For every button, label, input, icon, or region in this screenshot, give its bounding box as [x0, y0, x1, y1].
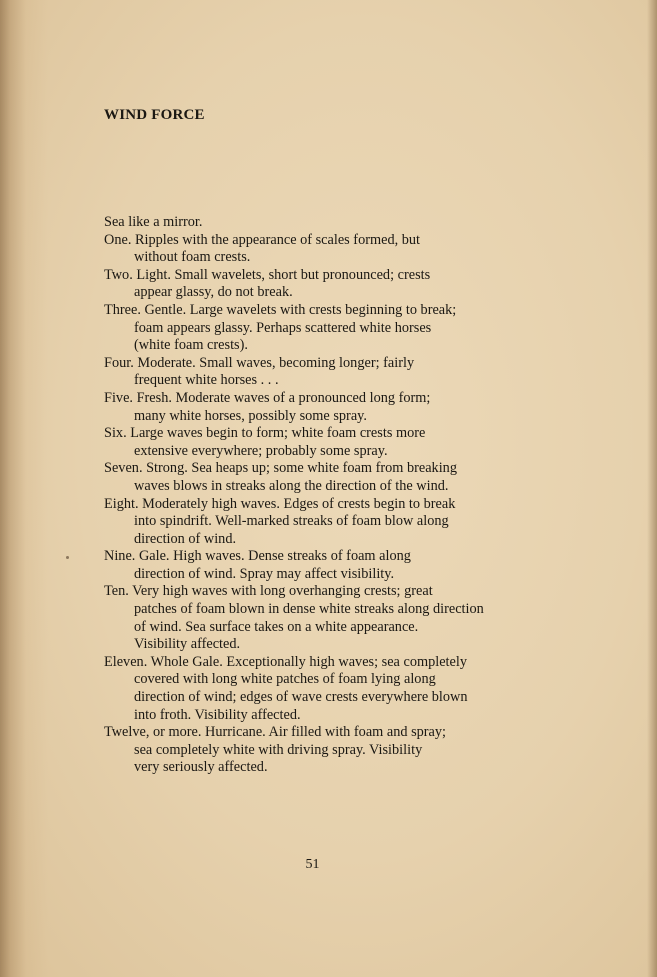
- entry-first-line: Four. Moderate. Small waves, becoming longer; fairly: [104, 354, 415, 371]
- entry-first-line: Twelve, or more. Hurricane. Air filled with foam and spray;: [104, 724, 447, 741]
- wind-force-list: [104, 214, 544, 777]
- wind-force-entry: [104, 355, 544, 390]
- page-number: 51: [305, 857, 320, 872]
- entry-continuation-line: covered with long white patches of foam lying along: [134, 671, 436, 688]
- wind-force-entry: [104, 496, 544, 549]
- entry-continuation-line: Visibility affected.: [134, 636, 241, 653]
- entry-first-line: Two. Light. Small wavelets, short but pronounced; crests: [104, 266, 431, 283]
- wind-force-entry: [104, 724, 544, 777]
- entry-continuation-line: extensive everywhere; probably some spray.: [134, 442, 388, 459]
- wind-force-entry: [104, 302, 544, 355]
- entry-continuation-line: patches of foam blown in dense white streaks along direction: [134, 601, 484, 618]
- wind-force-entry: [104, 390, 544, 425]
- entry-continuation-line: appear glassy, do not break.: [134, 284, 293, 301]
- entry-continuation-line: into froth. Visibility affected.: [134, 706, 301, 723]
- entry-continuation-line: waves blows in streaks along the direction of the wind.: [134, 477, 449, 494]
- entry-first-line: Ten. Very high waves with long overhanging crests; great: [104, 583, 433, 600]
- entry-first-line: Six. Large waves begin to form; white foam crests more: [104, 425, 426, 442]
- entry-continuation-line: sea completely white with driving spray. Visibility: [134, 741, 423, 758]
- wind-force-entry: [104, 654, 544, 724]
- wind-force-entry: [104, 548, 544, 583]
- page-heading: WIND FORCE: [104, 107, 205, 123]
- entry-continuation-line: without foam crests.: [134, 249, 251, 266]
- entry-continuation-line: into spindrift. Well-marked streaks of foam blow along: [134, 513, 449, 530]
- entry-first-line: Nine. Gale. High waves. Dense streaks of foam along: [104, 548, 411, 565]
- entry-continuation-line: direction of wind. Spray may affect visibility.: [134, 565, 395, 582]
- entry-first-line: Eleven. Whole Gale. Exceptionally high waves; sea completely: [104, 653, 467, 670]
- wind-force-entry: [104, 425, 544, 460]
- entry-continuation-line: very seriously affected.: [134, 759, 268, 776]
- entry-continuation-line: direction of wind; edges of wave crests everywhere blown: [134, 689, 468, 706]
- entry-continuation-line: direction of wind.: [134, 530, 237, 547]
- entry-first-line: One. Ripples with the appearance of scales formed, but: [104, 231, 421, 248]
- wind-force-entry: [104, 232, 544, 267]
- entry-continuation-line: foam appears glassy. Perhaps scattered white horses: [134, 319, 432, 336]
- entry-first-line: Sea like a mirror.: [104, 214, 203, 230]
- entry-first-line: Three. Gentle. Large wavelets with crests beginning to break;: [104, 301, 457, 318]
- entry-first-line: Five. Fresh. Moderate waves of a pronounced long form;: [104, 389, 431, 406]
- entry-continuation-line: (white foam crests).: [134, 337, 248, 354]
- entry-first-line: Eight. Moderately high waves. Edges of crests begin to break: [104, 495, 456, 512]
- wind-force-entry: [104, 267, 544, 302]
- wind-force-entry: [104, 214, 544, 232]
- entry-continuation-line: frequent white horses . . .: [134, 372, 279, 389]
- paper-speck: [66, 556, 69, 559]
- wind-force-entry: [104, 460, 544, 495]
- wind-force-entry: [104, 583, 544, 653]
- entry-continuation-line: many white horses, possibly some spray.: [134, 407, 367, 424]
- entry-continuation-line: of wind. Sea surface takes on a white appearance.: [134, 618, 419, 635]
- entry-first-line: Seven. Strong. Sea heaps up; some white foam from breaking: [104, 460, 457, 477]
